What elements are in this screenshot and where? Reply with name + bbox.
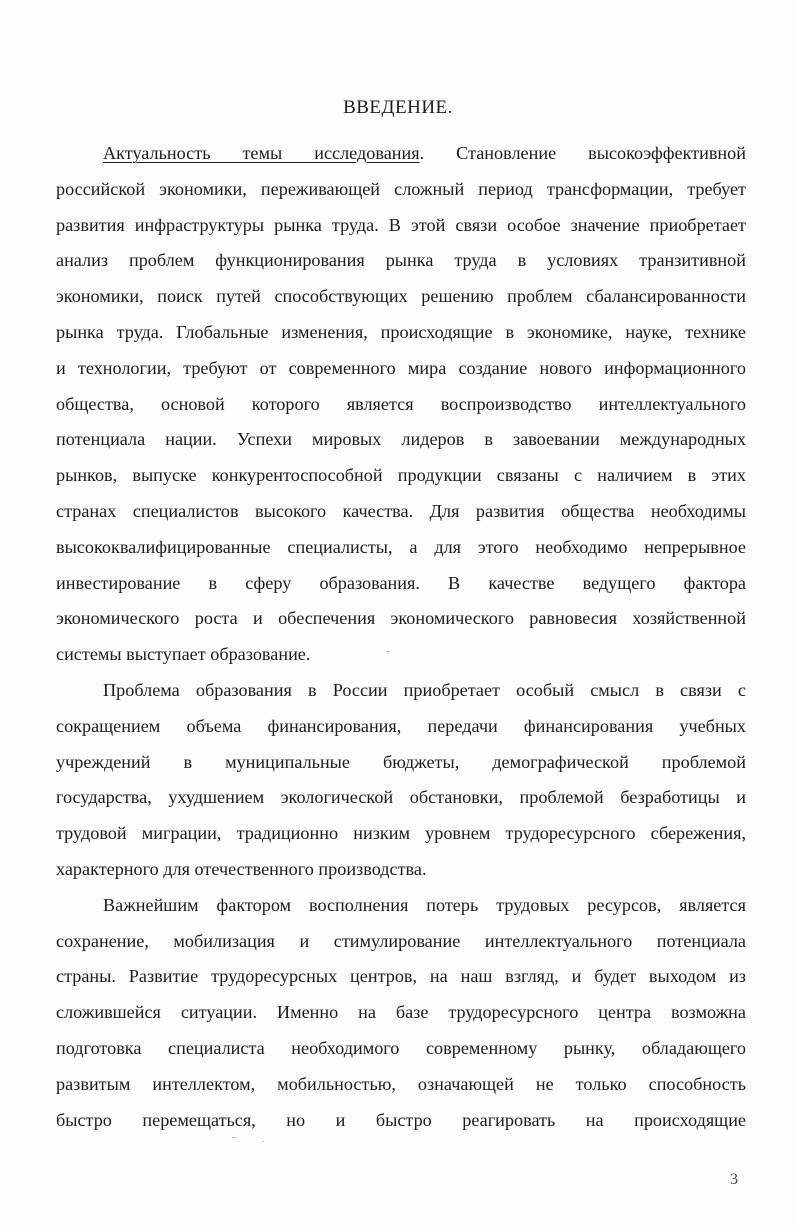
- text-line: потенциала нации. Успехи мировых лидеров в завоевании международных: [56, 429, 746, 450]
- scan-speck: [232, 1137, 236, 1138]
- document-body: [56, 136, 746, 1138]
- text-line: странах специалистов высокого качества. Для развития общества необходимы: [56, 500, 746, 521]
- text-line: экономики, поиск путей способствующих решению проблем сбалансированности: [56, 286, 746, 307]
- text-line: сокращением объема финансирования, передачи финансирования учебных: [56, 715, 746, 736]
- text-line: трудовой миграции, традиционно низким уровнем трудоресурсного сбережения,: [56, 823, 746, 844]
- paragraph-1: [56, 136, 746, 673]
- text-line: российской экономики, переживающей сложный период трансформации, требует: [56, 178, 746, 199]
- scan-speck: [386, 651, 389, 652]
- text-line: подготовка специалиста необходимого современному рынку, обладающего: [56, 1037, 746, 1058]
- text-line: сложившейся ситуации. Именно на базе трудоресурсного центра возможна: [56, 1002, 746, 1023]
- text-line: и технологии, требуют от современного мира создание нового информационного: [56, 357, 746, 378]
- page-number: 3: [730, 1171, 738, 1188]
- text-line: общества, основой которого является воспроизводство интеллектуального: [56, 393, 746, 414]
- text-line: быстро перемещаться, но и быстро реагировать на происходящие: [56, 1109, 746, 1130]
- scan-speck: [262, 1141, 264, 1142]
- paragraph-3: [56, 888, 746, 1139]
- text-line: Актуальность темы исследования. Становление высокоэффективной: [103, 143, 746, 163]
- text-line: высококвалифицированные специалисты, а для этого необходимо непрерывное: [56, 536, 746, 557]
- text-line: рынков, выпуске конкурентоспособной продукции связаны с наличием в этих: [56, 465, 746, 486]
- paragraph-2: [56, 673, 746, 888]
- text-line: системы выступает образование.: [56, 644, 311, 665]
- text-line: страны. Развитие трудоресурсных центров, на наш взгляд, и будет выходом из: [56, 966, 746, 987]
- text-line: инвестирование в сферу образования. В качестве ведущего фактора: [56, 572, 746, 593]
- text-line: государства, ухудшением экологической обстановки, проблемой безработицы и: [56, 787, 746, 808]
- text-line: развития инфраструктуры рынка труда. В этой связи особое значение приобретает: [56, 214, 746, 235]
- text-line: Важнейшим фактором восполнения потерь трудовых ресурсов, является: [103, 894, 746, 915]
- text-line: сохранение, мобилизация и стимулирование интеллектуального потенциала: [56, 930, 746, 951]
- text-line: Проблема образования в России приобретает особый смысл в связи с: [103, 679, 746, 700]
- text-line: развитым интеллектом, мобильностью, означающей не только способность: [56, 1073, 746, 1094]
- underlined-lead-phrase: Актуальность темы исследования: [103, 143, 420, 163]
- text-line: анализ проблем функционирования рынка труда в условиях транзитивной: [56, 250, 746, 271]
- text-line: экономического роста и обеспечения экономического равновесия хозяйственной: [56, 608, 746, 629]
- text-line: учреждений в муниципальные бюджеты, демографической проблемой: [56, 751, 746, 772]
- text-line: характерного для отечественного производства.: [56, 858, 427, 879]
- text-line: рынка труда. Глобальные изменения, происходящие в экономике, науке, технике: [56, 321, 746, 342]
- page-title: ВВЕДЕНИЕ.: [343, 97, 453, 118]
